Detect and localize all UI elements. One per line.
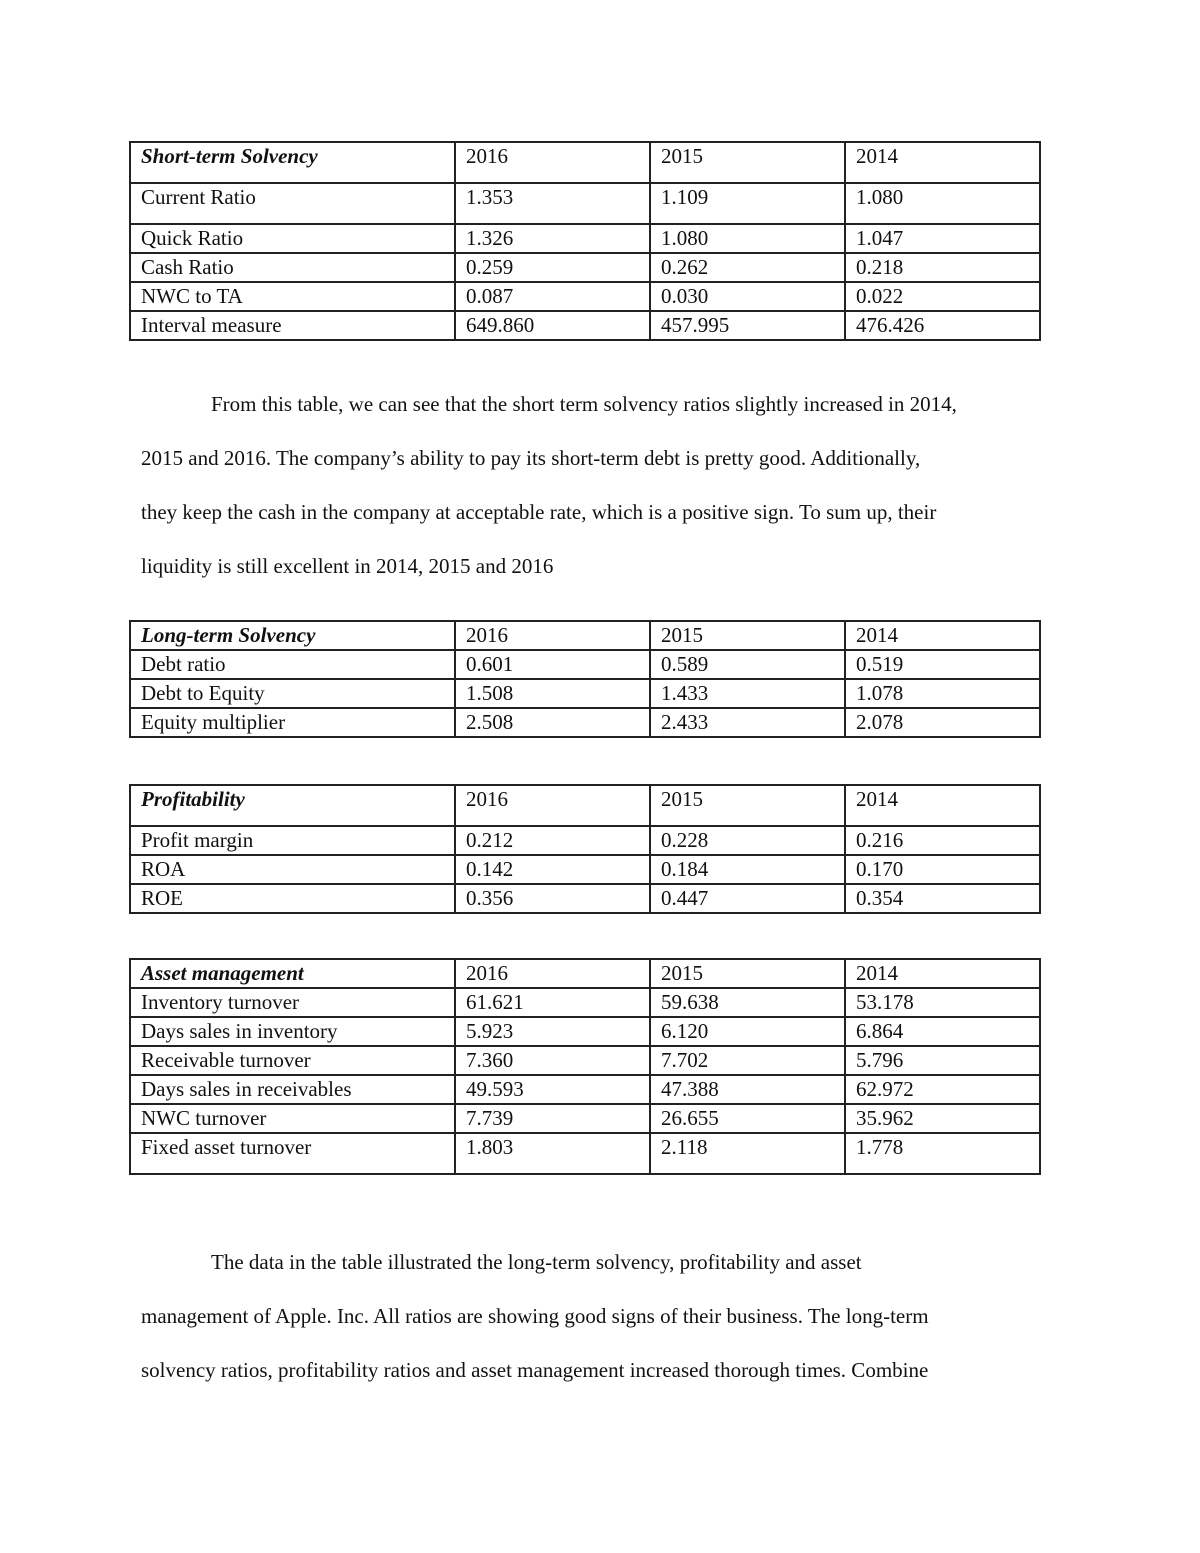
year-header-cell: 2015 — [650, 959, 845, 988]
ratio-label-cell: NWC turnover — [130, 1104, 455, 1133]
ratio-value-cell: 1.080 — [650, 224, 845, 253]
year-header-cell: 2014 — [845, 142, 1040, 183]
table-row — [130, 679, 1040, 708]
short-term-solvency-table — [129, 141, 1041, 341]
ratio-label-cell: Quick Ratio — [130, 224, 455, 253]
ratio-value-cell: 0.354 — [845, 884, 1040, 913]
ratio-value-cell: 6.864 — [845, 1017, 1040, 1046]
table-row — [130, 650, 1040, 679]
year-header-cell: 2016 — [455, 959, 650, 988]
ratio-value-cell: 0.228 — [650, 826, 845, 855]
ratio-label-cell: Equity multiplier — [130, 708, 455, 737]
table-row — [130, 708, 1040, 737]
ratio-label-cell: ROA — [130, 855, 455, 884]
table-title-cell: Long-term Solvency — [130, 621, 455, 650]
table-header-row — [130, 959, 1040, 988]
ratio-value-cell: 35.962 — [845, 1104, 1040, 1133]
ratio-label-cell: Debt to Equity — [130, 679, 455, 708]
ratio-value-cell: 0.356 — [455, 884, 650, 913]
ratio-label-cell: Interval measure — [130, 311, 455, 340]
paragraph-line: management of Apple. Inc. All ratios are showing good signs of their business. The long-term — [141, 1304, 929, 1328]
ratio-value-cell: 5.923 — [455, 1017, 650, 1046]
ratio-value-cell: 0.142 — [455, 855, 650, 884]
ratio-value-cell: 0.022 — [845, 282, 1040, 311]
year-header-cell: 2016 — [455, 621, 650, 650]
ratio-value-cell: 0.216 — [845, 826, 1040, 855]
ratio-value-cell: 0.184 — [650, 855, 845, 884]
year-header-cell: 2014 — [845, 621, 1040, 650]
long-term-solvency-table — [129, 620, 1041, 738]
ratio-value-cell: 5.796 — [845, 1046, 1040, 1075]
ratio-value-cell: 2.508 — [455, 708, 650, 737]
table-row — [130, 1104, 1040, 1133]
ratio-label-cell: Fixed asset turnover — [130, 1133, 455, 1174]
ratio-label-cell: Inventory turnover — [130, 988, 455, 1017]
ratio-value-cell: 53.178 — [845, 988, 1040, 1017]
ratio-value-cell: 0.589 — [650, 650, 845, 679]
table-header-row — [130, 621, 1040, 650]
ratio-label-cell: Current Ratio — [130, 183, 455, 224]
ratio-value-cell: 47.388 — [650, 1075, 845, 1104]
paragraph-line: From this table, we can see that the short term solvency ratios slightly increased in 2014, — [211, 392, 957, 416]
ratio-label-cell: ROE — [130, 884, 455, 913]
paragraph-line: 2015 and 2016. The company’s ability to pay its short-term debt is pretty good. Additionally, — [141, 446, 921, 470]
paragraph-line: they keep the cash in the company at acceptable rate, which is a positive sign. To sum up, their — [141, 500, 937, 524]
ratio-value-cell: 1.080 — [845, 183, 1040, 224]
ratio-value-cell: 0.259 — [455, 253, 650, 282]
ratio-value-cell: 26.655 — [650, 1104, 845, 1133]
ratio-value-cell: 62.972 — [845, 1075, 1040, 1104]
ratio-label-cell: NWC to TA — [130, 282, 455, 311]
asset-management-table — [129, 958, 1041, 1175]
short-term-discussion-paragraph — [141, 377, 1061, 593]
table-row — [130, 855, 1040, 884]
ratio-value-cell: 2.433 — [650, 708, 845, 737]
year-header-cell: 2015 — [650, 785, 845, 826]
ratio-value-cell: 1.508 — [455, 679, 650, 708]
ratio-value-cell: 1.353 — [455, 183, 650, 224]
year-header-cell: 2014 — [845, 959, 1040, 988]
table-row — [130, 826, 1040, 855]
table-header-row — [130, 142, 1040, 183]
ratio-value-cell: 2.078 — [845, 708, 1040, 737]
ratio-value-cell: 0.212 — [455, 826, 650, 855]
ratio-value-cell: 61.621 — [455, 988, 650, 1017]
ratio-label-cell: Profit margin — [130, 826, 455, 855]
year-header-cell: 2016 — [455, 142, 650, 183]
table-row — [130, 1075, 1040, 1104]
ratio-value-cell: 1.078 — [845, 679, 1040, 708]
ratio-value-cell: 649.860 — [455, 311, 650, 340]
table-row — [130, 1133, 1040, 1174]
ratio-value-cell: 7.702 — [650, 1046, 845, 1075]
ratio-value-cell: 49.593 — [455, 1075, 650, 1104]
ratio-value-cell: 0.170 — [845, 855, 1040, 884]
ratio-label-cell: Debt ratio — [130, 650, 455, 679]
long-term-discussion-paragraph — [141, 1235, 1061, 1397]
ratio-value-cell: 1.433 — [650, 679, 845, 708]
table-row — [130, 1046, 1040, 1075]
table-row — [130, 311, 1040, 340]
ratio-value-cell: 457.995 — [650, 311, 845, 340]
ratio-value-cell: 6.120 — [650, 1017, 845, 1046]
ratio-value-cell: 7.739 — [455, 1104, 650, 1133]
year-header-cell: 2014 — [845, 785, 1040, 826]
paragraph-line: solvency ratios, profitability ratios and asset management increased thorough times. Combine — [141, 1358, 929, 1382]
ratio-label-cell: Cash Ratio — [130, 253, 455, 282]
paragraph-line: liquidity is still excellent in 2014, 2015 and 2016 — [141, 554, 554, 578]
ratio-value-cell: 1.803 — [455, 1133, 650, 1174]
table-title-cell: Profitability — [130, 785, 455, 826]
table-row — [130, 988, 1040, 1017]
table-row — [130, 224, 1040, 253]
table-row — [130, 282, 1040, 311]
year-header-cell: 2016 — [455, 785, 650, 826]
table-title-cell: Short-term Solvency — [130, 142, 455, 183]
ratio-value-cell: 1.047 — [845, 224, 1040, 253]
table-row — [130, 183, 1040, 224]
ratio-value-cell: 476.426 — [845, 311, 1040, 340]
ratio-value-cell: 0.030 — [650, 282, 845, 311]
ratio-label-cell: Days sales in inventory — [130, 1017, 455, 1046]
year-header-cell: 2015 — [650, 621, 845, 650]
ratio-value-cell: 2.118 — [650, 1133, 845, 1174]
ratio-value-cell: 0.262 — [650, 253, 845, 282]
ratio-value-cell: 0.087 — [455, 282, 650, 311]
ratio-value-cell: 1.326 — [455, 224, 650, 253]
ratio-value-cell: 1.109 — [650, 183, 845, 224]
paragraph-line: The data in the table illustrated the long-term solvency, profitability and asset — [211, 1250, 862, 1274]
ratio-value-cell: 0.218 — [845, 253, 1040, 282]
table-header-row — [130, 785, 1040, 826]
table-row — [130, 884, 1040, 913]
ratio-label-cell: Receivable turnover — [130, 1046, 455, 1075]
ratio-label-cell: Days sales in receivables — [130, 1075, 455, 1104]
ratio-value-cell: 7.360 — [455, 1046, 650, 1075]
ratio-value-cell: 59.638 — [650, 988, 845, 1017]
ratio-value-cell: 1.778 — [845, 1133, 1040, 1174]
profitability-table — [129, 784, 1041, 914]
table-row — [130, 1017, 1040, 1046]
year-header-cell: 2015 — [650, 142, 845, 183]
table-title-cell: Asset management — [130, 959, 455, 988]
ratio-value-cell: 0.447 — [650, 884, 845, 913]
table-row — [130, 253, 1040, 282]
ratio-value-cell: 0.519 — [845, 650, 1040, 679]
ratio-value-cell: 0.601 — [455, 650, 650, 679]
